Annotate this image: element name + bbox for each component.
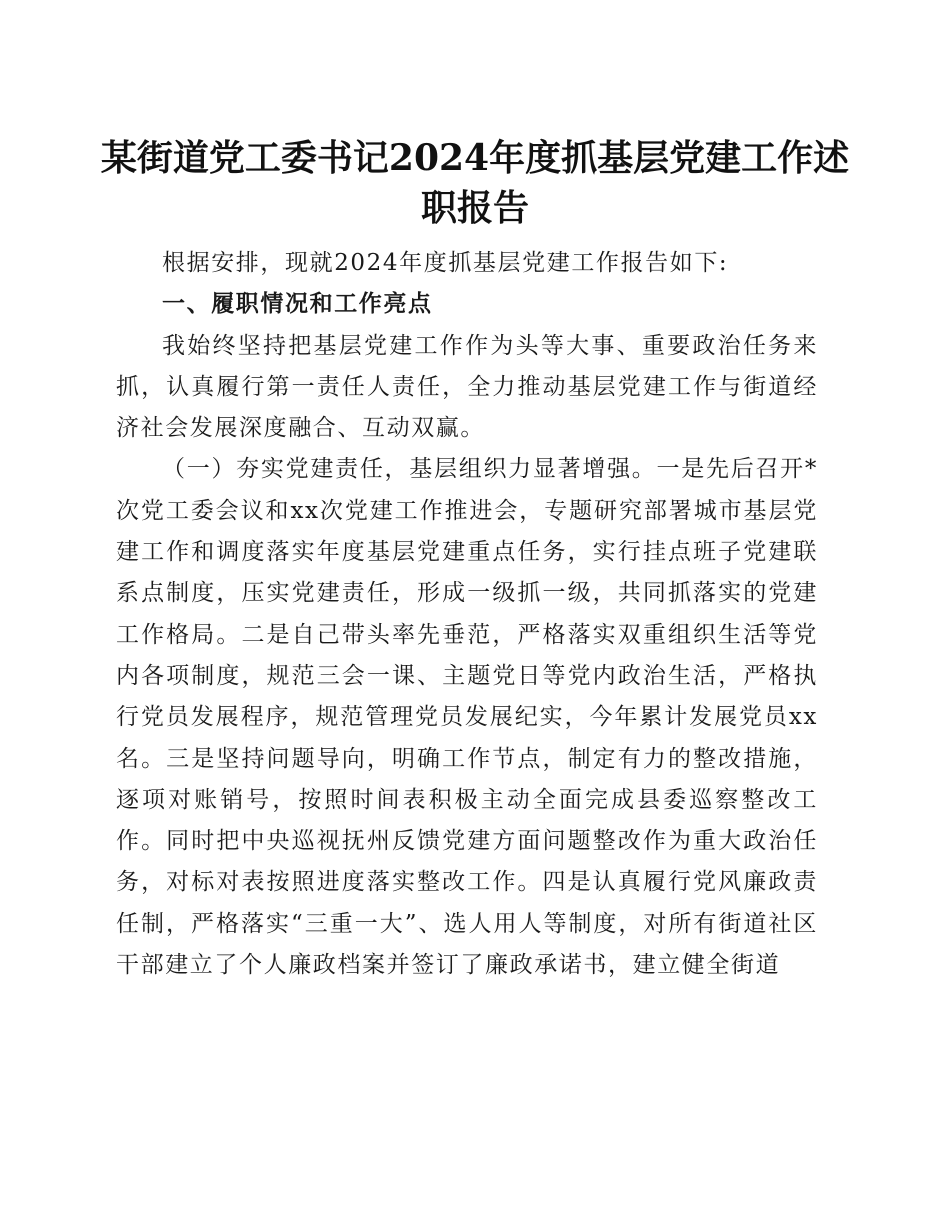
subsection-paragraph: （一）夯实党建责任，基层组织力显著增强。一是先后召开*次党工委会议和xx次党建工作推进会，专题研究部署城市基层党建工作和调度落实年度基层党建重点任务，实行挂点班子党建联系点制度，压实党建责任，形成一级抓一级，共同抓落实的党建工作格局。二是自己带头率先垂范，严格落实双重组织生活等党内各项制度，规范三会一课、主题党日等党内政治生活，严格执行党员发展程序，规范管理党员发展纪实，今年累计发展党员xx名。三是坚持问题导向，明确工作节点，制定有力的整改措施，逐项对账销号，按照时间表积极主动全面完成县委巡察整改工作。同时把中央巡视抚州反馈党建方面问题整改作为重大政治任务，对标对表按照进度落实整改工作。四是认真履行党风廉政责任制，严格落实“三重一大”、选人用人等制度，对所有街道社区干部建立了个人廉政档案并签订了廉政承诺书，建立健全街道 [116, 456, 818, 979]
intro-paragraph: 根据安排，现就2024年度抓基层党建工作报告如下: [162, 250, 729, 276]
document-body [116, 243, 818, 986]
section-paragraph: 我始终坚持把基层党建工作作为头等大事、重要政治任务来抓，认真履行第一责任人责任，全力推动基层党建工作与街道经济社会发展深度融合、互动双赢。 [116, 332, 818, 442]
section-heading: 一、履职情况和工作亮点 [162, 291, 433, 318]
document-title: 某街道党工委书记2024年度抓基层党建工作述职报告 [100, 137, 850, 229]
